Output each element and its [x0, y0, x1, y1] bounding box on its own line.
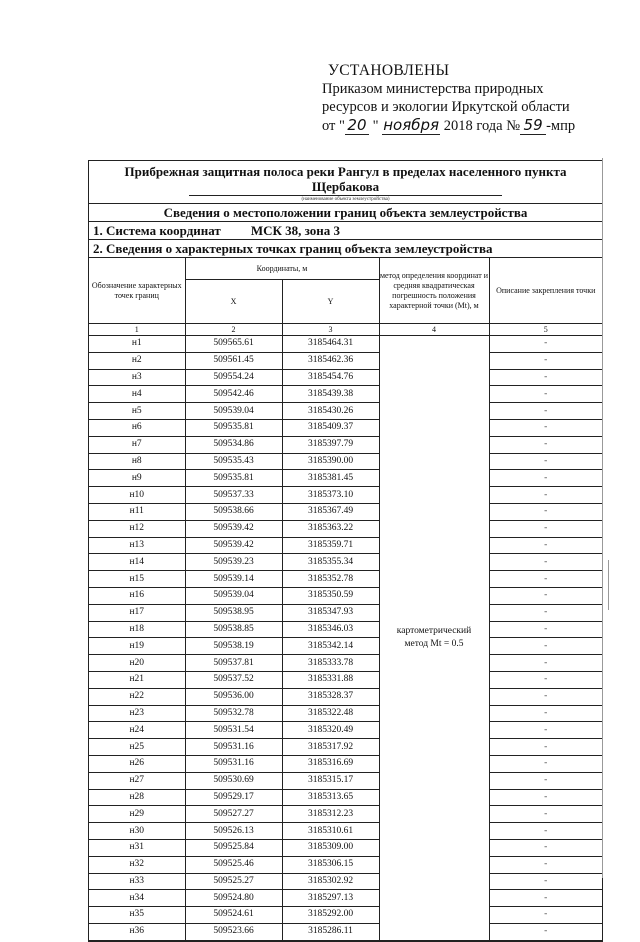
col-header-coords: Координаты, м	[185, 258, 379, 280]
table-row	[89, 705, 602, 722]
table-row	[89, 336, 602, 353]
approval-number: 59	[520, 116, 546, 135]
method-line-1: картометрический	[396, 625, 472, 636]
point-name: н3	[89, 369, 185, 386]
point-description: -	[489, 722, 602, 739]
approval-month: ноября	[383, 116, 440, 134]
point-description: -	[489, 419, 602, 436]
point-name: н13	[89, 537, 185, 554]
table-row	[89, 739, 602, 756]
point-description: -	[489, 537, 602, 554]
table-row	[89, 823, 602, 840]
table-row	[89, 839, 602, 856]
table-row	[89, 688, 602, 705]
point-description: -	[489, 604, 602, 621]
table-row	[89, 856, 602, 873]
point-name: н26	[89, 755, 185, 772]
point-x: 509526.13	[185, 823, 282, 840]
col-header-desc: Описание закрепления точки	[489, 258, 602, 324]
column-number: 3	[282, 324, 379, 336]
point-x: 509530.69	[185, 772, 282, 789]
point-x: 509537.52	[185, 671, 282, 688]
point-x: 509531.16	[185, 755, 282, 772]
table-row	[89, 890, 602, 907]
point-name: н11	[89, 503, 185, 520]
scan-mark	[608, 560, 609, 610]
point-name: н23	[89, 705, 185, 722]
point-y: 3185397.79	[282, 436, 379, 453]
table-row	[89, 923, 602, 940]
point-y: 3185347.93	[282, 604, 379, 621]
table-row	[89, 554, 602, 571]
point-x: 509542.46	[185, 386, 282, 403]
point-x: 509535.81	[185, 419, 282, 436]
point-name: н19	[89, 638, 185, 655]
column-number: 1	[89, 324, 185, 336]
point-y: 3185322.48	[282, 705, 379, 722]
point-description: -	[489, 655, 602, 672]
point-x: 509529.17	[185, 789, 282, 806]
point-x: 509536.00	[185, 688, 282, 705]
point-y: 3185320.49	[282, 722, 379, 739]
approval-stamp	[322, 62, 622, 135]
point-y: 3185342.14	[282, 638, 379, 655]
table-row	[89, 873, 602, 890]
point-x: 509539.04	[185, 403, 282, 420]
col-header-point: Обозначение характерных точек границ	[89, 258, 185, 324]
point-x: 509525.27	[185, 873, 282, 890]
col-header-x: X	[185, 280, 282, 324]
point-y: 3185297.13	[282, 890, 379, 907]
approval-title: УСТАНОВЛЕНЫ	[328, 62, 450, 79]
point-name: н17	[89, 604, 185, 621]
point-description: -	[489, 923, 602, 940]
table-row	[89, 722, 602, 739]
document-title	[89, 161, 602, 195]
point-name: н29	[89, 806, 185, 823]
table-row	[89, 655, 602, 672]
approval-day: 20	[345, 116, 369, 135]
table-row	[89, 537, 602, 554]
section-header: Сведения о местоположении границ объекта землеустройства	[89, 203, 602, 221]
coord-system-value: МСК 38, зона 3	[250, 223, 341, 238]
column-number: 2	[185, 324, 282, 336]
point-description: -	[489, 503, 602, 520]
point-name: н36	[89, 923, 185, 940]
point-description: -	[489, 671, 602, 688]
point-name: н31	[89, 839, 185, 856]
point-y: 3185310.61	[282, 823, 379, 840]
point-name: н5	[89, 403, 185, 420]
table-row	[89, 907, 602, 924]
point-description: -	[489, 873, 602, 890]
point-y: 3185359.71	[282, 537, 379, 554]
point-description: -	[489, 823, 602, 840]
point-description: -	[489, 739, 602, 756]
point-name: н8	[89, 453, 185, 470]
column-numbers-row	[89, 324, 602, 336]
point-name: н33	[89, 873, 185, 890]
point-y: 3185367.49	[282, 503, 379, 520]
col-header-y: Y	[282, 280, 379, 324]
point-description: -	[489, 806, 602, 823]
point-y: 3185292.00	[282, 907, 379, 924]
point-name: н18	[89, 621, 185, 638]
point-name: н22	[89, 688, 185, 705]
point-description: -	[489, 638, 602, 655]
point-x: 509531.16	[185, 739, 282, 756]
point-description: -	[489, 386, 602, 403]
approval-from: от "	[322, 118, 345, 134]
point-description: -	[489, 705, 602, 722]
point-description: -	[489, 403, 602, 420]
point-description: -	[489, 688, 602, 705]
point-y: 3185309.00	[282, 839, 379, 856]
table-row	[89, 487, 602, 504]
point-description: -	[489, 369, 602, 386]
point-x: 509534.86	[185, 436, 282, 453]
point-y: 3185317.92	[282, 739, 379, 756]
table-row	[89, 503, 602, 520]
point-description: -	[489, 789, 602, 806]
table-row	[89, 386, 602, 403]
table-row	[89, 638, 602, 655]
point-x: 509535.43	[185, 453, 282, 470]
point-name: н35	[89, 907, 185, 924]
point-description: -	[489, 571, 602, 588]
table-row	[89, 806, 602, 823]
document-title-line-1: Прибрежная защитная полоса реки Рангул в пределах населенного пункта	[124, 164, 567, 179]
table-row	[89, 453, 602, 470]
point-y: 3185316.69	[282, 755, 379, 772]
points-table	[89, 257, 602, 941]
point-x: 509524.61	[185, 907, 282, 924]
point-description: -	[489, 772, 602, 789]
coord-system-label: 1. Система координат	[93, 223, 221, 238]
point-x: 509535.81	[185, 470, 282, 487]
table-row	[89, 789, 602, 806]
table-row	[89, 571, 602, 588]
point-name: н12	[89, 520, 185, 537]
point-description: -	[489, 755, 602, 772]
point-name: н16	[89, 587, 185, 604]
table-row	[89, 621, 602, 638]
point-name: н7	[89, 436, 185, 453]
point-name: н21	[89, 671, 185, 688]
scan-margin-line	[602, 158, 603, 878]
column-number: 5	[489, 324, 602, 336]
point-y: 3185363.22	[282, 520, 379, 537]
point-x: 509539.23	[185, 554, 282, 571]
point-y: 3185346.03	[282, 621, 379, 638]
point-description: -	[489, 520, 602, 537]
point-y: 3185409.37	[282, 419, 379, 436]
table-row	[89, 436, 602, 453]
table-row	[89, 671, 602, 688]
document-title-line-2: Щербакова	[311, 179, 380, 194]
point-x: 509538.95	[185, 604, 282, 621]
approval-suffix: -мпр	[546, 118, 576, 134]
point-y: 3185313.65	[282, 789, 379, 806]
point-name: н34	[89, 890, 185, 907]
point-name: н1	[89, 336, 185, 353]
point-description: -	[489, 336, 602, 353]
point-x: 509523.66	[185, 923, 282, 940]
point-x: 509554.24	[185, 369, 282, 386]
point-y: 3185355.34	[282, 554, 379, 571]
point-description: -	[489, 470, 602, 487]
table-row	[89, 587, 602, 604]
point-description: -	[489, 890, 602, 907]
point-y: 3185328.37	[282, 688, 379, 705]
point-y: 3185464.31	[282, 336, 379, 353]
point-name: н27	[89, 772, 185, 789]
table-row	[89, 520, 602, 537]
point-y: 3185373.10	[282, 487, 379, 504]
point-y: 3185286.11	[282, 923, 379, 940]
point-name: н20	[89, 655, 185, 672]
point-y: 3185350.59	[282, 587, 379, 604]
table-row	[89, 470, 602, 487]
point-description: -	[489, 907, 602, 924]
method-line-2: метод Mt = 0.5	[404, 638, 464, 649]
point-name: н15	[89, 571, 185, 588]
point-description: -	[489, 856, 602, 873]
point-x: 509537.81	[185, 655, 282, 672]
point-x: 509565.61	[185, 336, 282, 353]
point-y: 3185352.78	[282, 571, 379, 588]
point-x: 509531.54	[185, 722, 282, 739]
point-x: 509527.27	[185, 806, 282, 823]
point-x: 509539.42	[185, 537, 282, 554]
point-y: 3185333.78	[282, 655, 379, 672]
point-y: 3185312.23	[282, 806, 379, 823]
point-y: 3185306.15	[282, 856, 379, 873]
point-description: -	[489, 554, 602, 571]
point-x: 509538.19	[185, 638, 282, 655]
point-x: 509525.84	[185, 839, 282, 856]
point-x: 509537.33	[185, 487, 282, 504]
point-y: 3185331.88	[282, 671, 379, 688]
point-y: 3185302.92	[282, 873, 379, 890]
point-description: -	[489, 839, 602, 856]
points-header: 2. Сведения о характерных точках границ объекта землеустройства	[89, 239, 602, 257]
point-description: -	[489, 621, 602, 638]
point-name: н6	[89, 419, 185, 436]
point-name: н24	[89, 722, 185, 739]
point-description: -	[489, 487, 602, 504]
approval-date-line	[322, 116, 622, 135]
point-name: н2	[89, 352, 185, 369]
col-header-method: метод определения координат и средняя квадратическая погрешность положения характерной точки (Mt), м	[379, 258, 489, 324]
table-row	[89, 403, 602, 420]
point-x: 509539.42	[185, 520, 282, 537]
point-x: 509525.46	[185, 856, 282, 873]
point-y: 3185430.26	[282, 403, 379, 420]
point-description: -	[489, 436, 602, 453]
point-name: н30	[89, 823, 185, 840]
points-table-body	[89, 324, 602, 941]
table-row	[89, 369, 602, 386]
boundary-document	[88, 160, 603, 942]
approval-year: 2018 года №	[440, 118, 521, 134]
point-x: 509538.85	[185, 621, 282, 638]
point-x: 509539.14	[185, 571, 282, 588]
table-row	[89, 419, 602, 436]
coord-system-row	[89, 221, 602, 239]
point-y: 3185439.38	[282, 386, 379, 403]
point-y: 3185454.76	[282, 369, 379, 386]
point-x: 509524.80	[185, 890, 282, 907]
point-y: 3185381.45	[282, 470, 379, 487]
approval-line-2: ресурсов и экологии Иркутской области	[322, 99, 570, 115]
table-row	[89, 772, 602, 789]
document-title-caption: (наименование объекта землеустройства)	[189, 195, 502, 203]
point-description: -	[489, 453, 602, 470]
point-x: 509539.04	[185, 587, 282, 604]
point-x: 509538.66	[185, 503, 282, 520]
point-x: 509532.78	[185, 705, 282, 722]
point-y: 3185390.00	[282, 453, 379, 470]
point-name: н28	[89, 789, 185, 806]
point-y: 3185462.36	[282, 352, 379, 369]
method-cell	[379, 336, 489, 941]
point-description: -	[489, 352, 602, 369]
point-y: 3185315.17	[282, 772, 379, 789]
point-name: н10	[89, 487, 185, 504]
table-row	[89, 352, 602, 369]
approval-mid: "	[368, 118, 383, 134]
point-name: н9	[89, 470, 185, 487]
point-name: н32	[89, 856, 185, 873]
point-name: н4	[89, 386, 185, 403]
point-x: 509561.45	[185, 352, 282, 369]
point-name: н25	[89, 739, 185, 756]
table-row	[89, 604, 602, 621]
table-row	[89, 755, 602, 772]
point-description: -	[489, 587, 602, 604]
point-name: н14	[89, 554, 185, 571]
column-number: 4	[379, 324, 489, 336]
approval-line-1: Приказом министерства природных	[322, 81, 544, 97]
